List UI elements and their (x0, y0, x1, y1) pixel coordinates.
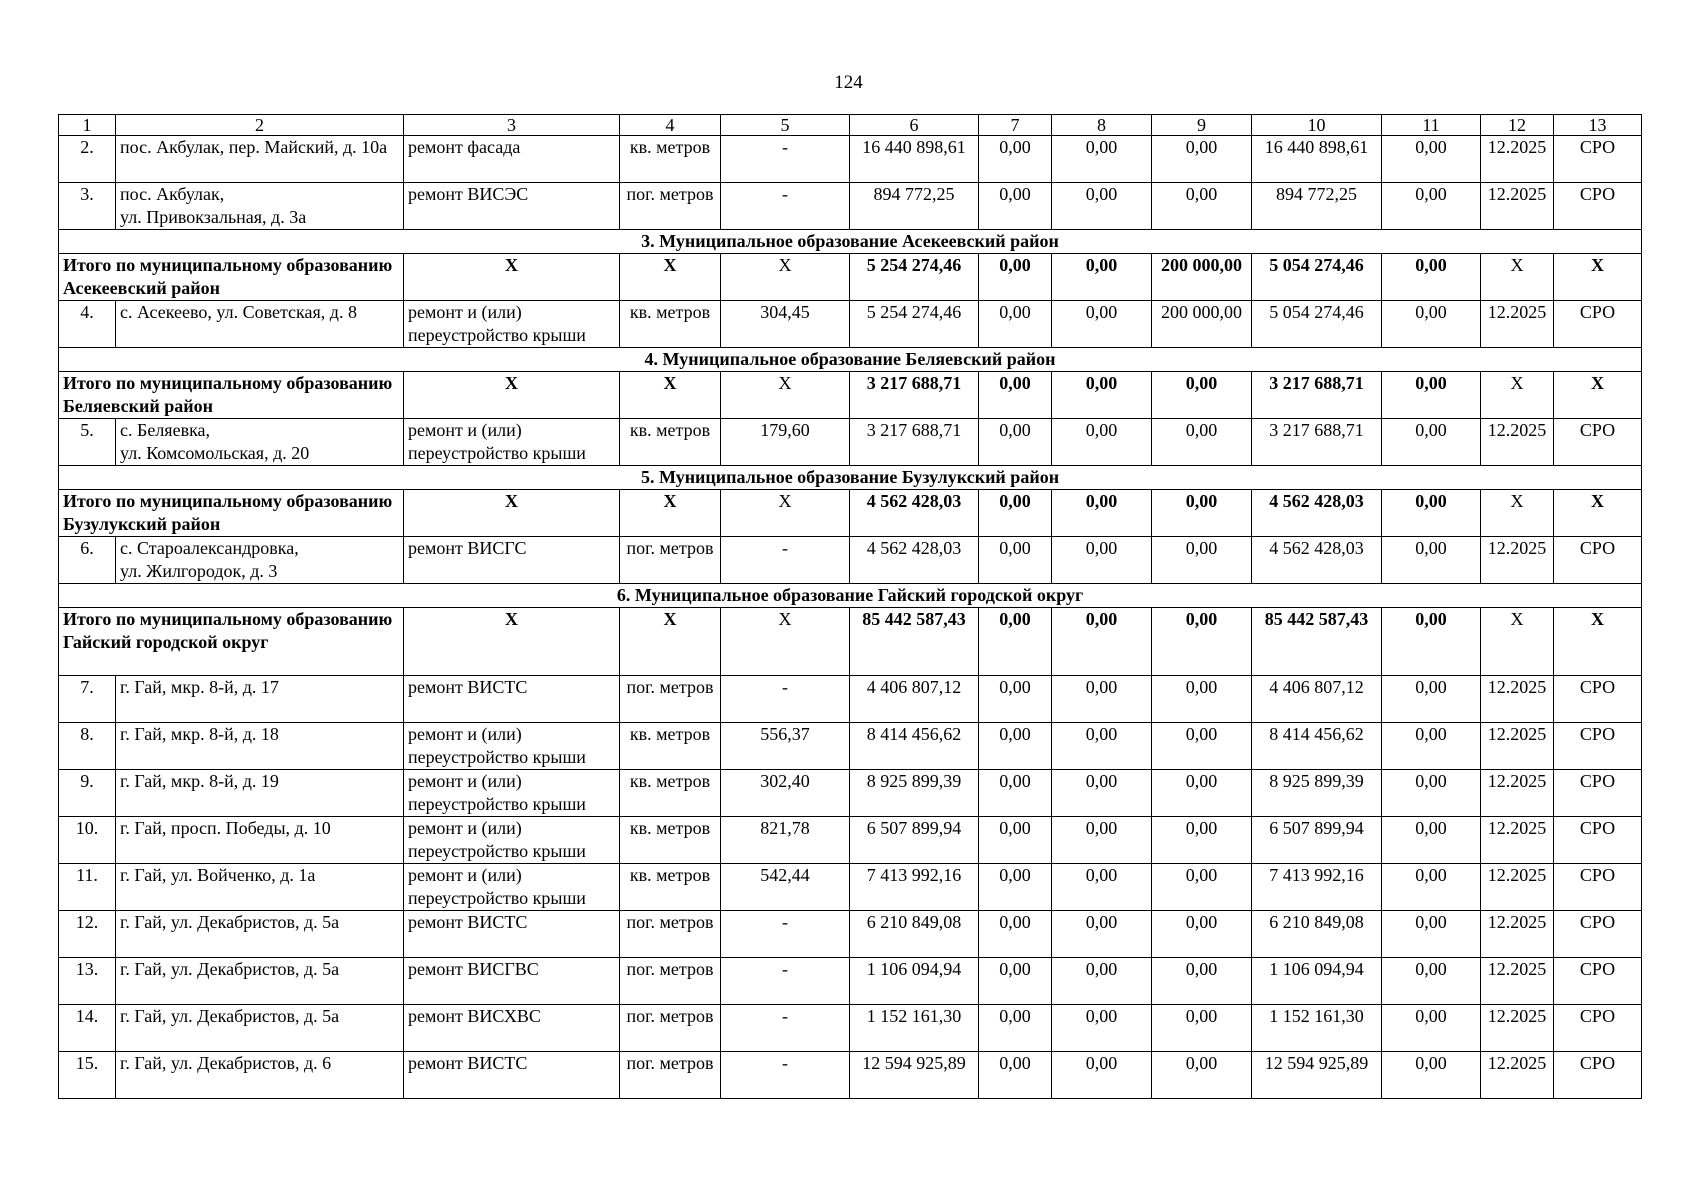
row-total-cost: 3 217 688,71 (850, 419, 979, 466)
row-local-funds: 0,00 (1152, 676, 1252, 723)
row-address: г. Гай, мкр. 8-й, д. 18 (116, 723, 404, 770)
row-quantity: 304,45 (721, 301, 850, 348)
row-address: г. Гай, мкр. 8-й, д. 19 (116, 770, 404, 817)
row-local-funds: 0,00 (1152, 136, 1252, 183)
row-method: СРО (1554, 676, 1642, 723)
row-method: СРО (1554, 817, 1642, 864)
row-unit: кв. метров (620, 419, 721, 466)
row-unit: пог. метров (620, 183, 721, 230)
row-address: с. Беляевка, ул. Комсомольская, д. 20 (116, 419, 404, 466)
subtotal-label: Итого по муниципальному образованию Гайский городской округ (59, 608, 404, 676)
row-regional-funds: 0,00 (1052, 183, 1152, 230)
row-unit: пог. метров (620, 1005, 721, 1052)
subtotal-method-x: X (1554, 490, 1642, 537)
row-local-funds: 0,00 (1152, 419, 1252, 466)
subtotal-local-funds: 0,00 (1152, 490, 1252, 537)
row-work-type: ремонт фасада (404, 136, 620, 183)
row-number: 2. (59, 136, 116, 183)
row-deadline: 12.2025 (1481, 676, 1554, 723)
row-unit: кв. метров (620, 301, 721, 348)
col-num-6: 6 (850, 115, 979, 136)
row-federal-funds: 0,00 (979, 419, 1052, 466)
row-number: 11. (59, 864, 116, 911)
subtotal-qty-x: X (721, 490, 850, 537)
table-row (59, 958, 1642, 1005)
subtotal-owner-funds: 5 054 274,46 (1252, 254, 1382, 301)
row-method: СРО (1554, 911, 1642, 958)
row-work-type: ремонт и (или) переустройство крыши (404, 770, 620, 817)
row-local-funds: 0,00 (1152, 183, 1252, 230)
row-owner-funds: 7 413 992,16 (1252, 864, 1382, 911)
subtotal-local-funds: 0,00 (1152, 608, 1252, 676)
subtotal-federal-funds: 0,00 (979, 490, 1052, 537)
row-regional-funds: 0,00 (1052, 1052, 1152, 1099)
row-federal-funds: 0,00 (979, 864, 1052, 911)
row-work-type: ремонт и (или) переустройство крыши (404, 419, 620, 466)
row-deadline: 12.2025 (1481, 958, 1554, 1005)
col-num-10: 10 (1252, 115, 1382, 136)
section-title: 4. Муниципальное образование Беляевский район (59, 348, 1642, 372)
table-body (59, 115, 1642, 1099)
row-regional-funds: 0,00 (1052, 301, 1152, 348)
row-quantity: 179,60 (721, 419, 850, 466)
row-deadline: 12.2025 (1481, 537, 1554, 584)
col-num-13: 13 (1554, 115, 1642, 136)
subtotal-regional-funds: 0,00 (1052, 254, 1152, 301)
section-header-row (59, 348, 1642, 372)
row-method: СРО (1554, 301, 1642, 348)
row-address: пос. Акбулак, пер. Майский, д. 10а (116, 136, 404, 183)
row-quantity: - (721, 1005, 850, 1052)
row-number: 6. (59, 537, 116, 584)
row-total-cost: 12 594 925,89 (850, 1052, 979, 1099)
row-method: СРО (1554, 1005, 1642, 1052)
row-owner-funds: 6 210 849,08 (1252, 911, 1382, 958)
subtotal-work-x: X (404, 490, 620, 537)
row-quantity: 556,37 (721, 723, 850, 770)
row-total-cost: 4 562 428,03 (850, 537, 979, 584)
row-total-cost: 5 254 274,46 (850, 301, 979, 348)
row-regional-funds: 0,00 (1052, 419, 1152, 466)
row-method: СРО (1554, 419, 1642, 466)
row-unit: пог. метров (620, 911, 721, 958)
subtotal-deadline-x: X (1481, 254, 1554, 301)
table-row (59, 1005, 1642, 1052)
row-deadline: 12.2025 (1481, 770, 1554, 817)
row-local-funds: 0,00 (1152, 958, 1252, 1005)
subtotal-row (59, 608, 1642, 676)
row-address: пос. Акбулак, ул. Привокзальная, д. 3а (116, 183, 404, 230)
row-work-type: ремонт ВИСТС (404, 1052, 620, 1099)
row-method: СРО (1554, 723, 1642, 770)
subtotal-method-x: X (1554, 372, 1642, 419)
table-row (59, 537, 1642, 584)
row-unit: кв. метров (620, 770, 721, 817)
section-title: 6. Муниципальное образование Гайский городской округ (59, 584, 1642, 608)
row-number: 4. (59, 301, 116, 348)
subtotal-unit-x: X (620, 490, 721, 537)
row-work-type: ремонт ВИСТС (404, 676, 620, 723)
row-number: 12. (59, 911, 116, 958)
subtotal-federal-funds: 0,00 (979, 254, 1052, 301)
subtotal-local-funds: 200 000,00 (1152, 254, 1252, 301)
row-work-type: ремонт и (или) переустройство крыши (404, 817, 620, 864)
row-total-cost: 1 106 094,94 (850, 958, 979, 1005)
col-num-7: 7 (979, 115, 1052, 136)
row-other-funds: 0,00 (1382, 770, 1481, 817)
row-quantity: - (721, 911, 850, 958)
section-header-row (59, 466, 1642, 490)
subtotal-regional-funds: 0,00 (1052, 608, 1152, 676)
row-federal-funds: 0,00 (979, 770, 1052, 817)
row-address: г. Гай, ул. Декабристов, д. 5а (116, 958, 404, 1005)
row-unit: кв. метров (620, 864, 721, 911)
subtotal-work-x: X (404, 608, 620, 676)
subtotal-unit-x: X (620, 372, 721, 419)
row-work-type: ремонт и (или) переустройство крыши (404, 723, 620, 770)
table-row (59, 301, 1642, 348)
row-unit: пог. метров (620, 676, 721, 723)
row-total-cost: 6 210 849,08 (850, 911, 979, 958)
row-unit: пог. метров (620, 958, 721, 1005)
row-other-funds: 0,00 (1382, 1005, 1481, 1052)
subtotal-label: Итого по муниципальному образованию Бузулукский район (59, 490, 404, 537)
row-method: СРО (1554, 537, 1642, 584)
row-federal-funds: 0,00 (979, 301, 1052, 348)
row-work-type: ремонт и (или) переустройство крыши (404, 301, 620, 348)
table-row (59, 817, 1642, 864)
row-method: СРО (1554, 1052, 1642, 1099)
row-total-cost: 8 414 456,62 (850, 723, 979, 770)
row-local-funds: 0,00 (1152, 723, 1252, 770)
row-total-cost: 8 925 899,39 (850, 770, 979, 817)
subtotal-row (59, 490, 1642, 537)
row-deadline: 12.2025 (1481, 419, 1554, 466)
row-deadline: 12.2025 (1481, 723, 1554, 770)
row-other-funds: 0,00 (1382, 136, 1481, 183)
col-num-11: 11 (1382, 115, 1481, 136)
col-num-2: 2 (116, 115, 404, 136)
row-federal-funds: 0,00 (979, 817, 1052, 864)
subtotal-work-x: X (404, 372, 620, 419)
repair-program-table (58, 114, 1642, 1099)
subtotal-total-cost: 4 562 428,03 (850, 490, 979, 537)
subtotal-label: Итого по муниципальному образованию Беляевский район (59, 372, 404, 419)
subtotal-label: Итого по муниципальному образованию Асекеевский район (59, 254, 404, 301)
subtotal-federal-funds: 0,00 (979, 608, 1052, 676)
col-num-12: 12 (1481, 115, 1554, 136)
row-deadline: 12.2025 (1481, 136, 1554, 183)
row-deadline: 12.2025 (1481, 817, 1554, 864)
section-header-row (59, 584, 1642, 608)
subtotal-regional-funds: 0,00 (1052, 372, 1152, 419)
subtotal-qty-x: X (721, 254, 850, 301)
col-num-8: 8 (1052, 115, 1152, 136)
subtotal-unit-x: X (620, 254, 721, 301)
row-other-funds: 0,00 (1382, 958, 1481, 1005)
row-federal-funds: 0,00 (979, 1052, 1052, 1099)
row-local-funds: 0,00 (1152, 817, 1252, 864)
row-owner-funds: 4 562 428,03 (1252, 537, 1382, 584)
row-work-type: ремонт ВИСХВС (404, 1005, 620, 1052)
row-quantity: - (721, 676, 850, 723)
row-number: 14. (59, 1005, 116, 1052)
subtotal-deadline-x: X (1481, 608, 1554, 676)
subtotal-unit-x: X (620, 608, 721, 676)
row-quantity: - (721, 537, 850, 584)
row-federal-funds: 0,00 (979, 136, 1052, 183)
row-federal-funds: 0,00 (979, 183, 1052, 230)
row-federal-funds: 0,00 (979, 958, 1052, 1005)
col-num-3: 3 (404, 115, 620, 136)
row-owner-funds: 1 152 161,30 (1252, 1005, 1382, 1052)
row-local-funds: 0,00 (1152, 864, 1252, 911)
row-deadline: 12.2025 (1481, 301, 1554, 348)
section-title: 5. Муниципальное образование Бузулукский район (59, 466, 1642, 490)
row-total-cost: 4 406 807,12 (850, 676, 979, 723)
subtotal-qty-x: X (721, 372, 850, 419)
subtotal-work-x: X (404, 254, 620, 301)
row-number: 13. (59, 958, 116, 1005)
row-method: СРО (1554, 770, 1642, 817)
subtotal-other-funds: 0,00 (1382, 608, 1481, 676)
row-owner-funds: 8 925 899,39 (1252, 770, 1382, 817)
row-regional-funds: 0,00 (1052, 136, 1152, 183)
row-deadline: 12.2025 (1481, 183, 1554, 230)
row-other-funds: 0,00 (1382, 183, 1481, 230)
row-work-type: ремонт ВИСГС (404, 537, 620, 584)
subtotal-deadline-x: X (1481, 490, 1554, 537)
row-number: 10. (59, 817, 116, 864)
row-method: СРО (1554, 958, 1642, 1005)
row-total-cost: 1 152 161,30 (850, 1005, 979, 1052)
row-total-cost: 7 413 992,16 (850, 864, 979, 911)
row-owner-funds: 6 507 899,94 (1252, 817, 1382, 864)
subtotal-row (59, 372, 1642, 419)
row-address: г. Гай, ул. Декабристов, д. 5а (116, 1005, 404, 1052)
subtotal-method-x: X (1554, 254, 1642, 301)
row-number: 8. (59, 723, 116, 770)
subtotal-total-cost: 85 442 587,43 (850, 608, 979, 676)
section-title: 3. Муниципальное образование Асекеевский район (59, 230, 1642, 254)
subtotal-local-funds: 0,00 (1152, 372, 1252, 419)
row-regional-funds: 0,00 (1052, 817, 1152, 864)
row-total-cost: 6 507 899,94 (850, 817, 979, 864)
row-number: 15. (59, 1052, 116, 1099)
table-row (59, 136, 1642, 183)
row-federal-funds: 0,00 (979, 1005, 1052, 1052)
row-deadline: 12.2025 (1481, 1005, 1554, 1052)
row-owner-funds: 4 406 807,12 (1252, 676, 1382, 723)
table-row (59, 676, 1642, 723)
subtotal-owner-funds: 4 562 428,03 (1252, 490, 1382, 537)
row-unit: кв. метров (620, 723, 721, 770)
row-other-funds: 0,00 (1382, 419, 1481, 466)
subtotal-federal-funds: 0,00 (979, 372, 1052, 419)
table-row (59, 770, 1642, 817)
table-row (59, 183, 1642, 230)
table-row (59, 419, 1642, 466)
row-other-funds: 0,00 (1382, 1052, 1481, 1099)
row-method: СРО (1554, 136, 1642, 183)
row-address: г. Гай, ул. Декабристов, д. 6 (116, 1052, 404, 1099)
row-unit: кв. метров (620, 817, 721, 864)
row-number: 7. (59, 676, 116, 723)
row-number: 3. (59, 183, 116, 230)
row-work-type: ремонт и (или) переустройство крыши (404, 864, 620, 911)
row-local-funds: 200 000,00 (1152, 301, 1252, 348)
subtotal-other-funds: 0,00 (1382, 254, 1481, 301)
row-method: СРО (1554, 183, 1642, 230)
table-row (59, 1052, 1642, 1099)
row-owner-funds: 16 440 898,61 (1252, 136, 1382, 183)
row-work-type: ремонт ВИСТС (404, 911, 620, 958)
row-deadline: 12.2025 (1481, 864, 1554, 911)
row-federal-funds: 0,00 (979, 537, 1052, 584)
row-total-cost: 16 440 898,61 (850, 136, 979, 183)
row-other-funds: 0,00 (1382, 723, 1481, 770)
row-address: г. Гай, ул. Декабристов, д. 5а (116, 911, 404, 958)
row-federal-funds: 0,00 (979, 676, 1052, 723)
row-federal-funds: 0,00 (979, 911, 1052, 958)
row-other-funds: 0,00 (1382, 537, 1481, 584)
row-work-type: ремонт ВИСГВС (404, 958, 620, 1005)
row-quantity: - (721, 136, 850, 183)
row-address: с. Староалександровка, ул. Жилгородок, д. 3 (116, 537, 404, 584)
row-quantity: - (721, 958, 850, 1005)
row-local-funds: 0,00 (1152, 537, 1252, 584)
row-regional-funds: 0,00 (1052, 537, 1152, 584)
subtotal-regional-funds: 0,00 (1052, 490, 1152, 537)
row-quantity: - (721, 1052, 850, 1099)
row-method: СРО (1554, 864, 1642, 911)
row-deadline: 12.2025 (1481, 911, 1554, 958)
row-unit: пог. метров (620, 537, 721, 584)
subtotal-qty-x: X (721, 608, 850, 676)
col-num-9: 9 (1152, 115, 1252, 136)
row-address: г. Гай, мкр. 8-й, д. 17 (116, 676, 404, 723)
col-num-1: 1 (59, 115, 116, 136)
table-row (59, 864, 1642, 911)
subtotal-owner-funds: 85 442 587,43 (1252, 608, 1382, 676)
col-num-4: 4 (620, 115, 721, 136)
table-row (59, 723, 1642, 770)
row-local-funds: 0,00 (1152, 770, 1252, 817)
row-federal-funds: 0,00 (979, 723, 1052, 770)
row-other-funds: 0,00 (1382, 864, 1481, 911)
row-regional-funds: 0,00 (1052, 911, 1152, 958)
col-num-5: 5 (721, 115, 850, 136)
row-number: 5. (59, 419, 116, 466)
row-address: г. Гай, просп. Победы, д. 10 (116, 817, 404, 864)
row-unit: пог. метров (620, 1052, 721, 1099)
row-local-funds: 0,00 (1152, 911, 1252, 958)
subtotal-deadline-x: X (1481, 372, 1554, 419)
subtotal-total-cost: 5 254 274,46 (850, 254, 979, 301)
row-quantity: 821,78 (721, 817, 850, 864)
row-other-funds: 0,00 (1382, 911, 1481, 958)
row-quantity: 302,40 (721, 770, 850, 817)
column-number-row (59, 115, 1642, 136)
table-row (59, 911, 1642, 958)
row-other-funds: 0,00 (1382, 817, 1481, 864)
row-owner-funds: 12 594 925,89 (1252, 1052, 1382, 1099)
row-total-cost: 894 772,25 (850, 183, 979, 230)
section-header-row (59, 230, 1642, 254)
row-regional-funds: 0,00 (1052, 1005, 1152, 1052)
row-owner-funds: 894 772,25 (1252, 183, 1382, 230)
subtotal-total-cost: 3 217 688,71 (850, 372, 979, 419)
row-address: г. Гай, ул. Войченко, д. 1а (116, 864, 404, 911)
subtotal-owner-funds: 3 217 688,71 (1252, 372, 1382, 419)
row-regional-funds: 0,00 (1052, 676, 1152, 723)
row-owner-funds: 1 106 094,94 (1252, 958, 1382, 1005)
subtotal-other-funds: 0,00 (1382, 490, 1481, 537)
row-deadline: 12.2025 (1481, 1052, 1554, 1099)
row-other-funds: 0,00 (1382, 301, 1481, 348)
row-quantity: - (721, 183, 850, 230)
subtotal-other-funds: 0,00 (1382, 372, 1481, 419)
row-work-type: ремонт ВИСЭС (404, 183, 620, 230)
page-number: 124 (834, 72, 863, 93)
row-owner-funds: 8 414 456,62 (1252, 723, 1382, 770)
row-owner-funds: 5 054 274,46 (1252, 301, 1382, 348)
row-local-funds: 0,00 (1152, 1005, 1252, 1052)
subtotal-row (59, 254, 1642, 301)
row-regional-funds: 0,00 (1052, 864, 1152, 911)
subtotal-method-x: X (1554, 608, 1642, 676)
row-regional-funds: 0,00 (1052, 723, 1152, 770)
row-quantity: 542,44 (721, 864, 850, 911)
row-number: 9. (59, 770, 116, 817)
row-other-funds: 0,00 (1382, 676, 1481, 723)
row-unit: кв. метров (620, 136, 721, 183)
row-address: с. Асекеево, ул. Советская, д. 8 (116, 301, 404, 348)
row-owner-funds: 3 217 688,71 (1252, 419, 1382, 466)
row-regional-funds: 0,00 (1052, 770, 1152, 817)
row-regional-funds: 0,00 (1052, 958, 1152, 1005)
row-local-funds: 0,00 (1152, 1052, 1252, 1099)
